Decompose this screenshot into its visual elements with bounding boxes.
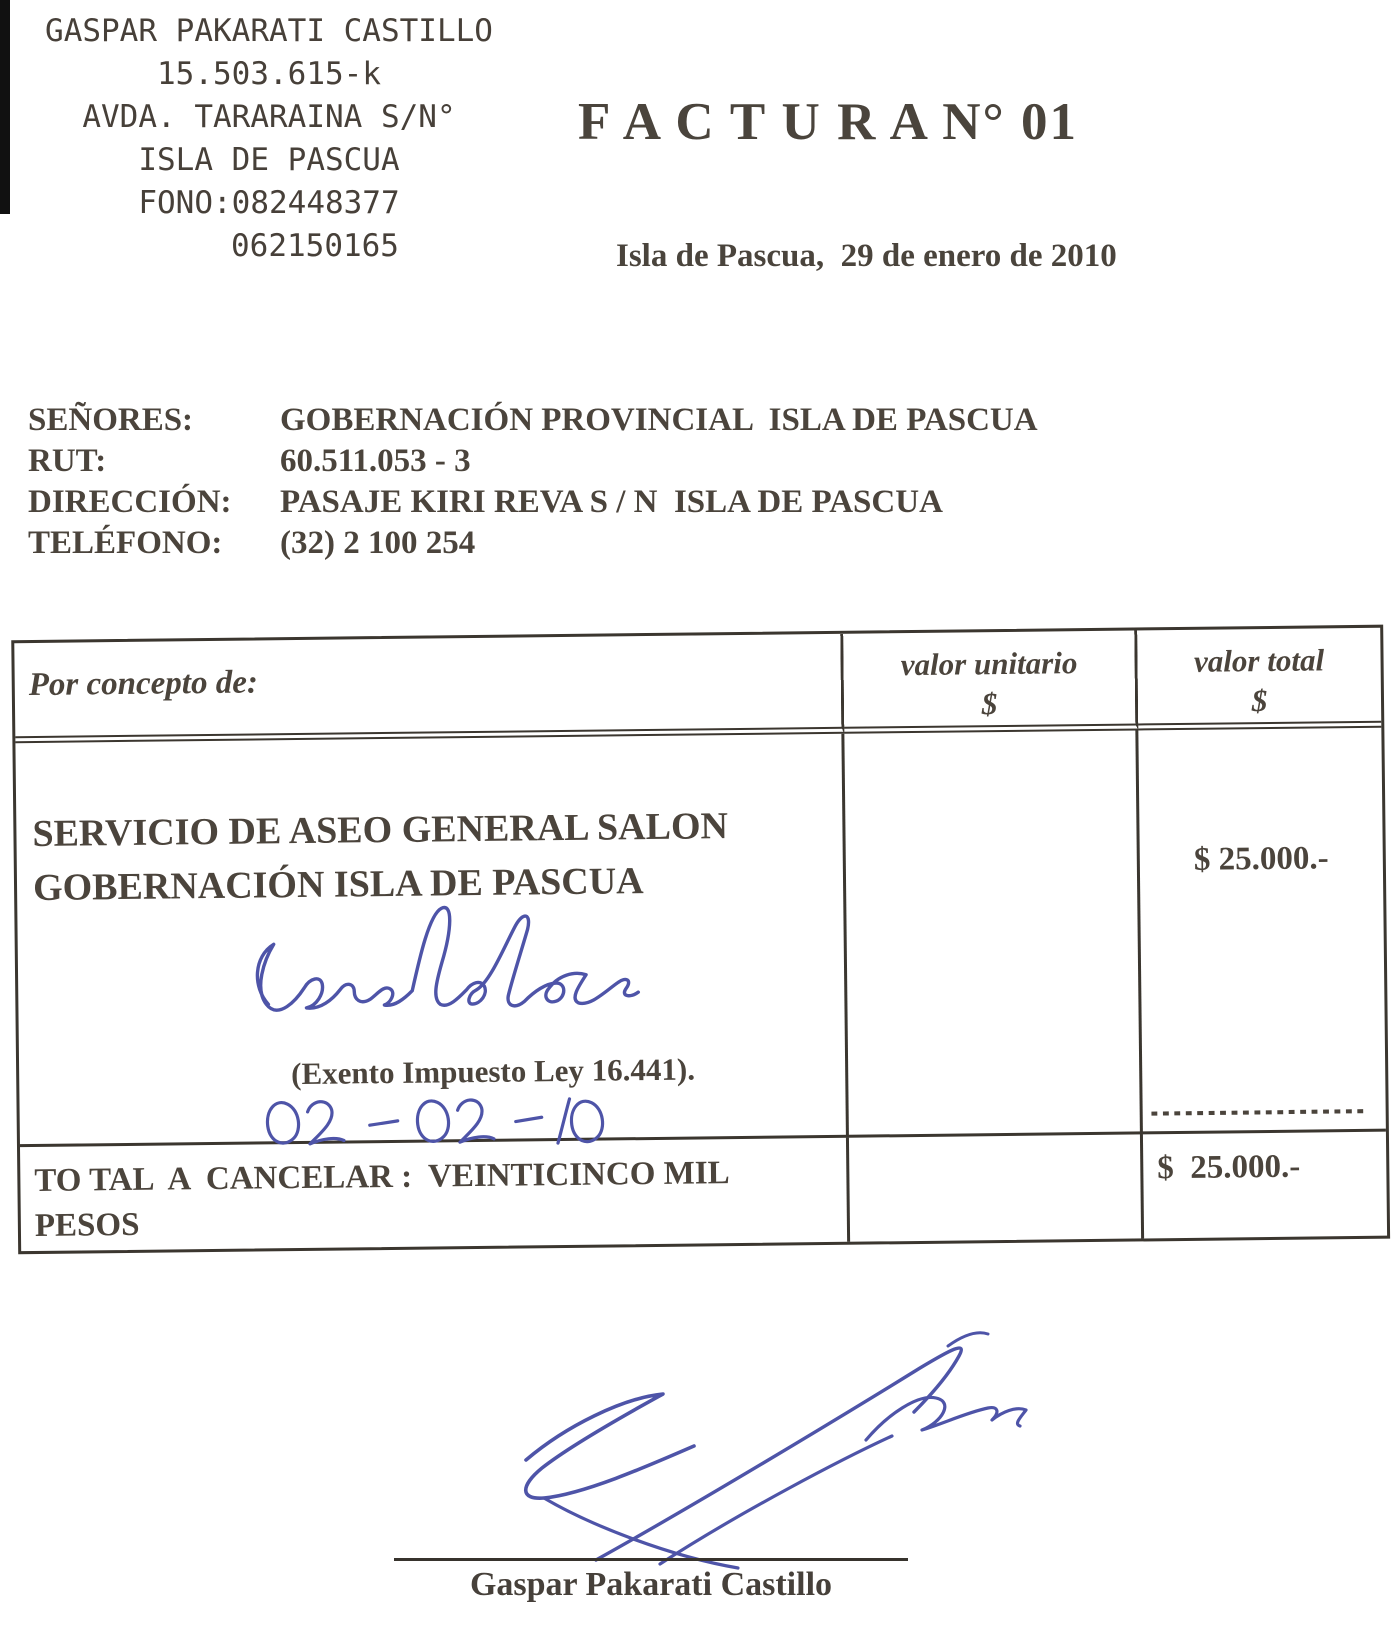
item-description <box>15 734 843 915</box>
client-label-direccion: DIRECCIÓN: <box>28 484 232 520</box>
client-block <box>28 400 1208 564</box>
client-value-senores: GOBERNACIÓN PROVINCIAL ISLA DE PASCUA <box>280 402 1038 438</box>
invoice-title: F A C T U R A N° 01 <box>578 93 1078 151</box>
invoice-table <box>11 625 1390 1255</box>
grand-total-unit-cell <box>849 1134 1144 1241</box>
signature-line <box>394 1558 908 1561</box>
grand-total-label-line1: TO TAL A CANCELAR : VEINTICINCO MIL <box>34 1155 730 1200</box>
client-label-rut: RUT: <box>28 443 107 479</box>
signatory-name: Gaspar Pakarati Castillo <box>469 1566 833 1603</box>
col-header-total-label: valor total <box>1193 642 1325 679</box>
client-label-telefono: TELÉFONO: <box>28 525 223 561</box>
client-row-direccion <box>28 482 1208 523</box>
item-total-value: $ 25.000.- <box>1193 840 1329 878</box>
item-description-cell <box>15 734 849 1147</box>
item-total-value-cell <box>1138 728 1386 1135</box>
issuer-name: GASPAR PAKARATI CASTILLO <box>45 13 493 49</box>
grand-total-value-cell <box>1143 1132 1387 1239</box>
col-header-concept: Por concepto de: <box>14 634 844 743</box>
col-header-total-symbol: $ <box>1251 682 1268 719</box>
col-header-unit-symbol: $ <box>981 686 998 722</box>
client-value-direccion: PASAJE KIRI REVA S / N ISLA DE PASCUA <box>280 484 943 520</box>
col-header-total-value <box>1137 628 1381 731</box>
tax-exempt-note: (Exento Impuesto Ley 16.441). <box>290 1051 696 1092</box>
issuer-phone-alt: 062150165 <box>231 228 399 264</box>
item-description-line2: GOBERNACIÓN ISLA DE PASCUA <box>32 860 644 910</box>
client-row-senores <box>28 400 1208 441</box>
item-unit-value-cell <box>844 730 1143 1137</box>
client-value-rut: 60.511.053 - 3 <box>280 443 471 479</box>
scan-edge-artifact <box>0 0 10 214</box>
dash-separator: ------------------- <box>1148 1093 1367 1130</box>
client-value-telefono: (32) 2 100 254 <box>280 525 476 561</box>
issuer-phone: FONO:082448377 <box>138 185 400 221</box>
client-row-rut <box>28 441 1208 482</box>
handwritten-cancelado-stamp <box>237 888 689 1043</box>
col-header-unit-value <box>843 630 1138 733</box>
invoice-date: Isla de Pascua, 29 de enero de 2010 <box>616 238 1117 274</box>
client-row-telefono <box>28 523 1208 564</box>
issuer-block <box>28 10 510 268</box>
issuer-address: AVDA. TARARAINA S/N° <box>82 99 456 135</box>
issuer-city: ISLA DE PASCUA <box>138 142 400 178</box>
grand-total-label-line2: PESOS <box>34 1206 140 1245</box>
issuer-rut: 15.503.615-k <box>157 56 381 92</box>
client-label-senores: SEÑORES: <box>28 402 194 438</box>
col-header-unit-label: valor unitario <box>900 645 1078 683</box>
handwritten-payment-date <box>247 1086 648 1161</box>
signature-handwritten <box>408 1298 1098 1578</box>
grand-total-value: $ 25.000.- <box>1157 1148 1301 1187</box>
item-description-line1: SERVICIO DE ASEO GENERAL SALON <box>32 805 729 856</box>
